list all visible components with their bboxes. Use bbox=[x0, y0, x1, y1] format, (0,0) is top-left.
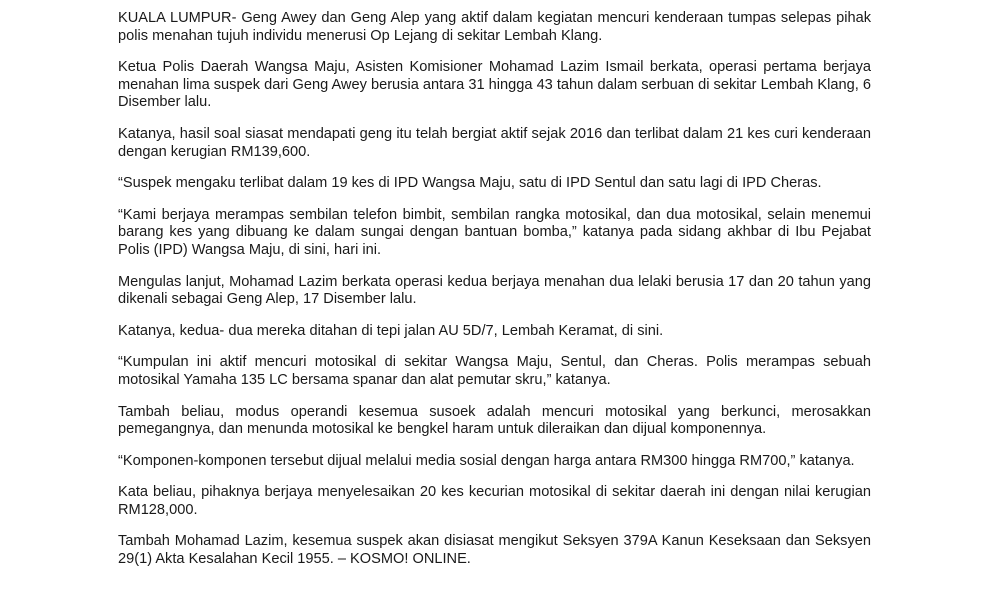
paragraph-10: “Komponen-komponen tersebut dijual melalui media sosial dengan harga antara RM300 hingga RM700,” katanya. bbox=[118, 452, 855, 469]
paragraph-3: Katanya, hasil soal siasat mendapati geng itu telah bergiat aktif sejak 2016 dan terlibat dalam 21 kes curi kenderaan dengan kerugian RM139,600. bbox=[118, 125, 871, 160]
article-body bbox=[118, 10, 871, 583]
paragraph-6: Mengulas lanjut, Mohamad Lazim berkata operasi kedua berjaya menahan dua lelaki berusia 17 dan 20 tahun yang dikenali sebagai Geng Alep, 17 Disember lalu. bbox=[118, 273, 871, 308]
paragraph-5: “Kami berjaya merampas sembilan telefon bimbit, sembilan rangka motosikal, dan dua motosikal, selain menemui barang kes yang dibuang ke dalam sungai dengan bantuan bomba,” katanya pada sidang akhbar di Ibu Pejabat Polis (IPD) Wangsa Maju, di sini, hari ini. bbox=[118, 206, 871, 258]
paragraph-11: Kata beliau, pihaknya berjaya menyelesaikan 20 kes kecurian motosikal di sekitar daerah ini dengan nilai kerugian RM128,000. bbox=[118, 484, 871, 518]
paragraph-9: Tambah beliau, modus operandi kesemua susoek adalah mencuri motosikal yang berkunci, merosakkan pemegangnya, dan menunda motosikal ke bengkel haram untuk dileraikan dan dijual komponennya. bbox=[118, 403, 871, 438]
paragraph-4: “Suspek mengaku terlibat dalam 19 kes di IPD Wangsa Maju, satu di IPD Sentul dan satu lagi di IPD Cheras. bbox=[118, 175, 822, 192]
paragraph-2: Ketua Polis Daerah Wangsa Maju, Asisten Komisioner Mohamad Lazim Ismail berkata, operasi pertama berjaya menahan lima suspek dari Geng Awey berusia antara 31 hingga 43 tahun dalam serbuan di sekitar Lembah Klang, 6 Disember lalu. bbox=[118, 59, 871, 111]
paragraph-8: “Kumpulan ini aktif mencuri motosikal di sekitar Wangsa Maju, Sentul, dan Cheras. Polis merampas sebuah motosikal Yamaha 135 LC bersama spanar dan alat pemutar skru,” katanya. bbox=[118, 354, 871, 388]
paragraph-12: Tambah Mohamad Lazim, kesemua suspek akan disiasat mengikut Seksyen 379A Kanun Keseksaan dan Seksyen 29(1) Akta Kesalahan Kecil 1955. – KOSMO! ONLINE. bbox=[118, 533, 871, 568]
paragraph-7: Katanya, kedua- dua mereka ditahan di tepi jalan AU 5D/7, Lembah Keramat, di sini. bbox=[118, 322, 664, 339]
paragraph-1: KUALA LUMPUR- Geng Awey dan Geng Alep yang aktif dalam kegiatan mencuri kenderaan tumpas selepas pihak polis menahan tujuh individu menerusi Op Lejang di sekitar Lembah Klang. bbox=[118, 10, 871, 44]
